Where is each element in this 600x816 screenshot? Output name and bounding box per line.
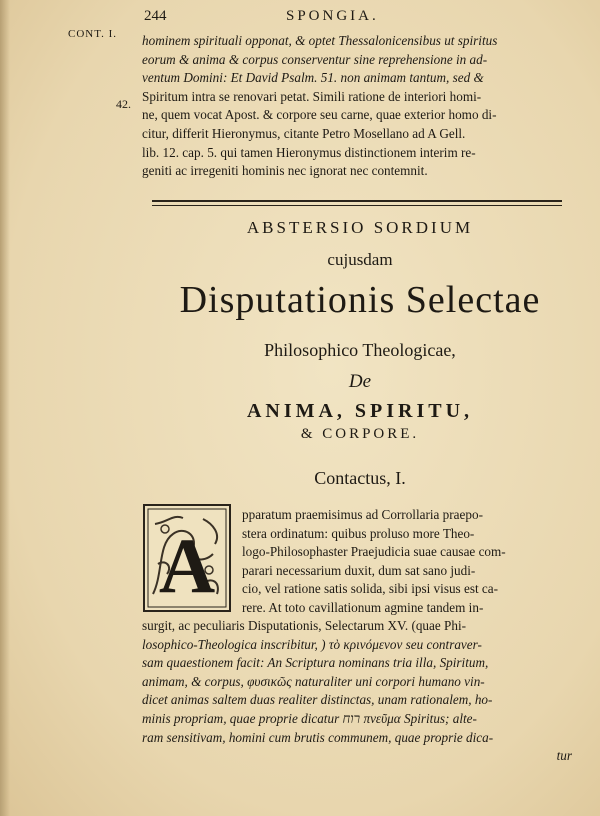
text-line: rere. At toto cavillationum agmine tandem in- bbox=[242, 599, 484, 615]
text-line: sam quaestionem facit: An Scriptura nominans tria illa, Spiritum, bbox=[142, 655, 489, 671]
text-line: logo-Philosophaster Praejudicia suae causae com- bbox=[242, 544, 506, 560]
initial-letter: A bbox=[158, 522, 216, 609]
contactus-marker: CONT. I. bbox=[68, 28, 118, 40]
title-line-2: cujusdam bbox=[327, 250, 393, 269]
section-heading: Contactus, I. bbox=[314, 468, 406, 488]
decorated-initial-icon bbox=[143, 504, 231, 612]
title-line-6: ANIMA, SPIRITU, bbox=[246, 400, 474, 422]
book-gutter bbox=[0, 0, 10, 816]
text-line: geniti ac irregeniti hominis nec ignorat nec contemnit. bbox=[142, 163, 428, 179]
text-line: stera ordinatum: quibus proluso more Theo- bbox=[242, 525, 475, 541]
text-line: parari necessarium duxit, dum sat sano judi- bbox=[242, 562, 476, 578]
text-line: surgit, ac peculiaris Disputationis, Selectarum XV. (quae Phi- bbox=[142, 618, 467, 633]
text-line: citur, differit Hieronymus, citante Petro Mosellano ad A Gell. bbox=[142, 125, 466, 141]
title-line-5: De bbox=[348, 371, 372, 392]
text-line: hominem spirituali opponat, & optet Thessalonicensibus ut spiritus bbox=[142, 33, 498, 48]
section-rule bbox=[152, 200, 562, 206]
body-paragraph-continued bbox=[142, 617, 572, 766]
title-line-4: Philosophico Theologicae, bbox=[264, 340, 456, 360]
text-line: eorum & anima & corpus conserventur sine reprehensione in ad- bbox=[142, 51, 488, 67]
text-line: cio, vel ratione satis solida, sibi ipsi visus est ca- bbox=[242, 581, 499, 597]
title-line-3: Disputationis Selectae bbox=[179, 279, 541, 321]
running-head: SPONGIA. bbox=[286, 8, 379, 24]
title-line-7: & CORPORE. bbox=[300, 426, 420, 442]
top-paragraph bbox=[142, 32, 572, 181]
text-line: dicet animas saltem duas realiter distinctas, unam rationalem, ho- bbox=[142, 692, 493, 708]
text-line: ne, quem vocat Apost. & corpore seu carne, quae exterior homo di- bbox=[142, 107, 497, 123]
page-number: 244 bbox=[144, 8, 167, 24]
page-header bbox=[68, 8, 428, 30]
margin-line-number: 42. bbox=[116, 97, 131, 111]
text-line: animam, & corpus, φυσικῶς naturaliter uni corpori humano vin- bbox=[142, 673, 485, 689]
title-line-1: ABSTERSIO SORDIUM bbox=[246, 218, 474, 237]
text-line: ventum Domini: Et David Psalm. 51. non animam tantum, sed & bbox=[142, 70, 484, 86]
text-line: Spiritum intra se renovari petat. Simili ratione de interiori homi- bbox=[142, 88, 482, 104]
text-line: pparatum praemisimus ad Corrollaria praepo- bbox=[242, 507, 483, 522]
text-line: lib. 12. cap. 5. qui tamen Hieronymus distinctionem interim re- bbox=[142, 144, 476, 160]
text-line: tur bbox=[556, 748, 572, 764]
body-paragraph-start bbox=[242, 506, 572, 618]
text-line: losophico-Theologica inscribitur, ) τὸ κρινόμενον seu contraver- bbox=[142, 636, 482, 652]
text-line: minis propriam, quae proprie dicatur רוח πνεῦμα Spiritus; alte- bbox=[142, 710, 477, 726]
text-line: ram sensitivam, homini cum brutis communem, quae proprie dica- bbox=[142, 729, 494, 745]
